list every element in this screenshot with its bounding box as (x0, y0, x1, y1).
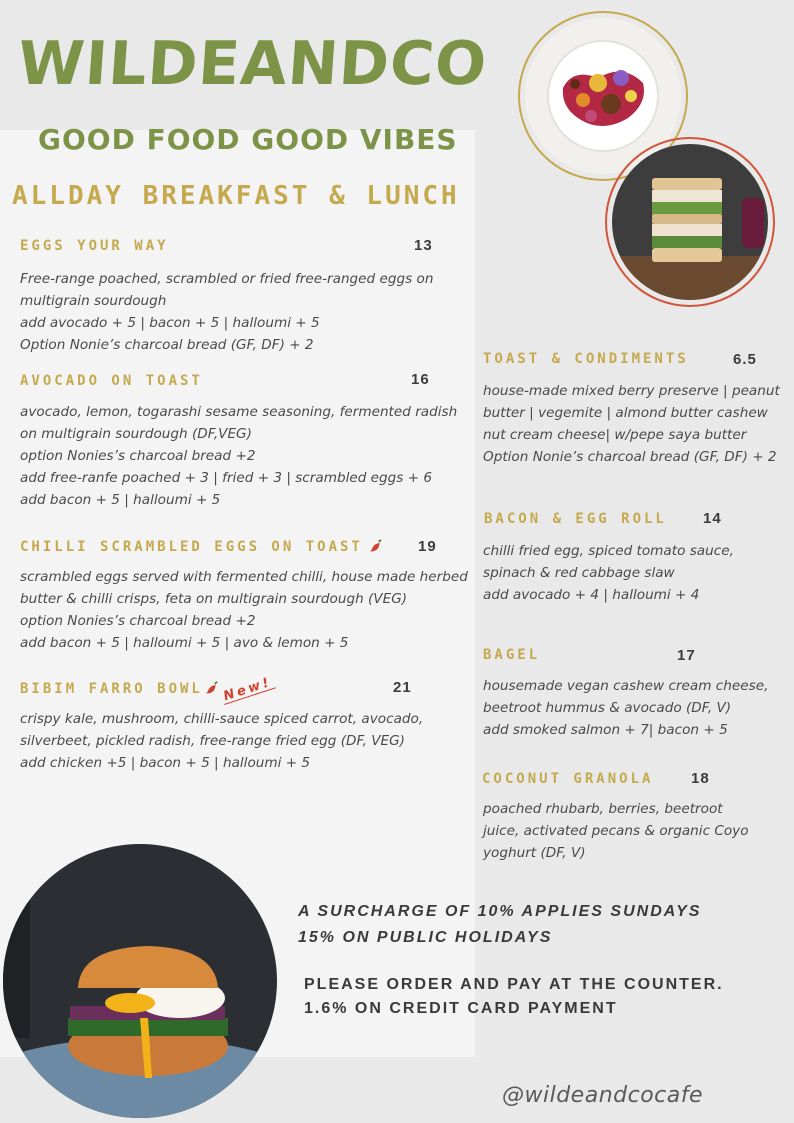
social-handle[interactable]: @wildeandcocafe (502, 1083, 704, 1108)
description-line: juice, activated pecans & organic Coyo (483, 823, 749, 839)
order-notice-line: PLEASE ORDER AND PAY AT THE COUNTER. (304, 976, 724, 993)
menu-item-title: COCONUT GRANOLA (482, 771, 654, 787)
sandwich-photo (597, 136, 787, 311)
description-line: silverbeet, pickled radish, free-range fried egg (DF, VEG) (20, 733, 405, 749)
description-line: nut cream cheese| w/pepe saya butter (483, 427, 747, 443)
description-line: butter & chilli crisps, feta on multigrain sourdough (VEG) (20, 591, 408, 607)
menu-item-price: 19 (418, 538, 437, 555)
menu-item-price: 16 (411, 371, 430, 388)
chili-pepper-icon (369, 539, 383, 553)
menu-item-description (20, 708, 423, 774)
menu-item-title: BAGEL (483, 647, 541, 663)
menu-heading: ALLDAY BREAKFAST & LUNCH (12, 181, 460, 211)
burger-photo (0, 838, 278, 1123)
menu-item-price: 6.5 (733, 351, 757, 368)
description-line: beetroot hummus & avocado (DF, V) (483, 700, 732, 716)
menu-item-description (483, 540, 734, 606)
menu-item-description (483, 380, 780, 468)
menu-item-price: 18 (691, 770, 710, 787)
description-line: on multigrain sourdough (DF,VEG) (20, 426, 252, 442)
menu-item-title (20, 539, 383, 554)
description-line: scrambled eggs served with fermented chilli, house made herbed (20, 569, 468, 585)
description-line: poached rhubarb, berries, beetroot (483, 801, 723, 817)
chili-pepper-icon (205, 681, 219, 695)
menu-item-price: 13 (414, 237, 433, 254)
menu-item-title: TOAST & CONDIMENTS (483, 351, 689, 367)
surcharge-notice-line: 15% ON PUBLIC HOLIDAYS (298, 929, 553, 946)
description-line: housemade vegan cashew cream cheese, (483, 678, 769, 694)
description-line: yoghurt (DF, V) (483, 845, 586, 861)
menu-item-description (483, 675, 768, 741)
new-badge: New! (221, 674, 274, 705)
description-line: multigrain sourdough (20, 293, 167, 309)
description-line: house-made mixed berry preserve | peanut (483, 383, 780, 399)
description-line: Option Nonie’s charcoal bread (GF, DF) + 2 (20, 337, 314, 353)
order-notice-line: 1.6% ON CREDIT CARD PAYMENT (304, 1000, 618, 1017)
menu-item-title: EGGS YOUR WAY (20, 238, 169, 254)
description-line: add chicken +5 | bacon + 5 | halloumi + 5 (20, 755, 311, 771)
description-line: spinach & red cabbage slaw (483, 565, 675, 581)
menu-item-price: 21 (393, 679, 412, 696)
menu-item-title: AVOCADO ON TOAST (20, 373, 203, 389)
description-line: add bacon + 5 | halloumi + 5 (20, 492, 221, 508)
brand-tagline: GOOD FOOD GOOD VIBES (38, 123, 458, 156)
menu-item-title (20, 674, 275, 705)
menu-item-description (20, 401, 457, 511)
description-line: butter | vegemite | almond butter cashew (483, 405, 768, 421)
description-line: add smoked salmon + 7| bacon + 5 (483, 722, 728, 738)
description-line: avocado, lemon, togarashi sesame seasoning, fermented radish (20, 404, 458, 420)
description-line: chilli fried egg, spiced tomato sauce, (483, 543, 734, 559)
menu-item-title-text: BIBIM FARRO BOWL (20, 681, 203, 697)
description-line: Option Nonie’s charcoal bread (GF, DF) + 2 (483, 449, 777, 465)
menu-item-title: BACON & EGG ROLL (484, 511, 667, 527)
description-line: add free-ranfe poached + 3 | fried + 3 | scrambled eggs + 6 (20, 470, 433, 486)
menu-item-description (20, 566, 468, 654)
description-line: option Nonies’s charcoal bread +2 (20, 448, 256, 464)
description-line: Free-range poached, scrambled or fried free-ranged eggs on (20, 271, 434, 287)
menu-item-description (20, 268, 433, 356)
description-line: add avocado + 4 | halloumi + 4 (483, 587, 700, 603)
menu-item-price: 14 (703, 510, 722, 527)
description-line: option Nonies’s charcoal bread +2 (20, 613, 256, 629)
brand-logo-title: WILDEANDCO (15, 29, 490, 99)
surcharge-notice-line: A SURCHARGE OF 10% APPLIES SUNDAYS (298, 903, 702, 920)
description-line: crispy kale, mushroom, chilli-sauce spiced carrot, avocado, (20, 711, 424, 727)
description-line: add bacon + 5 | halloumi + 5 | avo & lemon + 5 (20, 635, 349, 651)
menu-item-title-text: CHILLI SCRAMBLED EGGS ON TOAST (20, 539, 363, 555)
menu-item-price: 17 (677, 647, 696, 664)
description-line: add avocado + 5 | bacon + 5 | halloumi + 5 (20, 315, 320, 331)
menu-item-description (483, 798, 749, 864)
